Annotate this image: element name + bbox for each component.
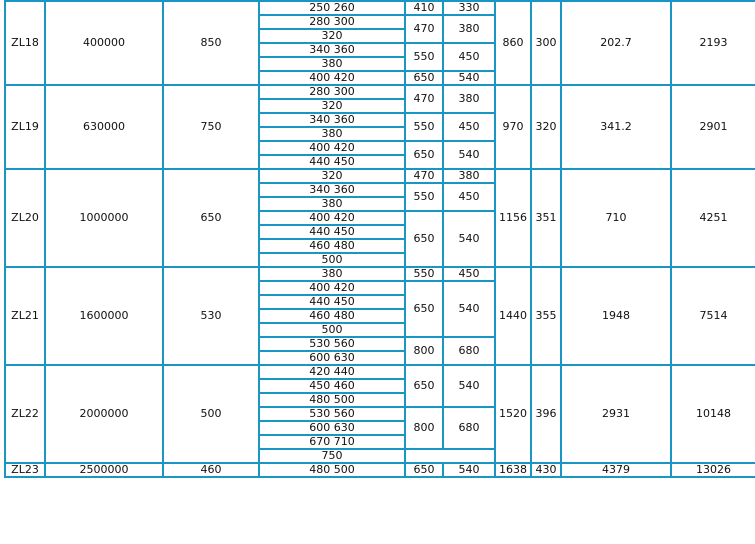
bore-diameter-cell: 320 bbox=[259, 169, 405, 183]
hub-length-l1-cell: 680 bbox=[443, 407, 495, 449]
hub-length-cell: 550 bbox=[405, 43, 443, 71]
bore-diameter-cell: 530 560 bbox=[259, 337, 405, 351]
hub-length-cell: 800 bbox=[405, 407, 443, 449]
bore-diameter-cell: 340 360 bbox=[259, 183, 405, 197]
model-cell: ZL18 bbox=[5, 1, 45, 85]
hub-length-l1-cell: 540 bbox=[443, 463, 495, 477]
max-speed-cell: 750 bbox=[163, 85, 259, 169]
bore-diameter-cell: 460 480 bbox=[259, 309, 405, 323]
outer-diameter-cell: 1440 bbox=[495, 267, 531, 365]
model-cell: ZL22 bbox=[5, 365, 45, 463]
max-speed-cell: 530 bbox=[163, 267, 259, 365]
outer-diameter-cell: 1156 bbox=[495, 169, 531, 267]
table-row bbox=[5, 169, 755, 183]
hub-length-l1-cell: 540 bbox=[443, 211, 495, 267]
hub-length-l1-cell: 540 bbox=[443, 365, 495, 407]
bore-diameter-cell: 480 500 bbox=[259, 463, 405, 477]
model-cell: ZL19 bbox=[5, 85, 45, 169]
bore-diameter-cell: 380 bbox=[259, 267, 405, 281]
bore-diameter-cell: 530 560 bbox=[259, 407, 405, 421]
bore-diameter-cell: 450 460 bbox=[259, 379, 405, 393]
bore-diameter-cell: 340 360 bbox=[259, 43, 405, 57]
model-cell: ZL20 bbox=[5, 169, 45, 267]
hub-length-l1-cell: 680 bbox=[443, 337, 495, 365]
weight-cell: 1948 bbox=[561, 267, 671, 365]
bore-diameter-cell: 460 480 bbox=[259, 239, 405, 253]
bore-diameter-cell: 750 bbox=[259, 449, 405, 463]
max-speed-cell: 650 bbox=[163, 169, 259, 267]
hub-diameter-cell: 320 bbox=[531, 85, 561, 169]
hub-length-cell: 650 bbox=[405, 71, 443, 85]
hub-length-cell: 650 bbox=[405, 141, 443, 169]
rated-torque-cell: 2000000 bbox=[45, 365, 163, 463]
bore-diameter-cell: 670 710 bbox=[259, 435, 405, 449]
bore-diameter-cell: 600 630 bbox=[259, 351, 405, 365]
bore-diameter-cell: 380 bbox=[259, 127, 405, 141]
bore-diameter-cell: 440 450 bbox=[259, 225, 405, 239]
bore-diameter-cell: 500 bbox=[259, 253, 405, 267]
weight-cell: 341.2 bbox=[561, 85, 671, 169]
bore-diameter-cell: 500 bbox=[259, 323, 405, 337]
bore-diameter-cell: 280 300 bbox=[259, 15, 405, 29]
hub-length-cell: 410 bbox=[405, 1, 443, 15]
bore-diameter-cell: 340 360 bbox=[259, 113, 405, 127]
inertia-cell: 10148 bbox=[671, 365, 755, 463]
bore-diameter-cell: 480 500 bbox=[259, 393, 405, 407]
hub-diameter-cell: 430 bbox=[531, 463, 561, 477]
bore-diameter-cell: 440 450 bbox=[259, 155, 405, 169]
bore-diameter-cell: 440 450 bbox=[259, 295, 405, 309]
bore-diameter-cell: 380 bbox=[259, 57, 405, 71]
table-row bbox=[5, 463, 755, 477]
inertia-cell: 4251 bbox=[671, 169, 755, 267]
table-row bbox=[5, 1, 755, 15]
outer-diameter-cell: 1520 bbox=[495, 365, 531, 463]
hub-diameter-cell: 396 bbox=[531, 365, 561, 463]
hub-diameter-cell: 355 bbox=[531, 267, 561, 365]
table-row bbox=[5, 267, 755, 281]
outer-diameter-cell: 970 bbox=[495, 85, 531, 169]
bore-diameter-cell: 280 300 bbox=[259, 85, 405, 99]
max-speed-cell: 460 bbox=[163, 463, 259, 477]
inertia-cell: 2901 bbox=[671, 85, 755, 169]
hub-length-cell: 650 bbox=[405, 365, 443, 407]
bore-diameter-cell: 250 260 bbox=[259, 1, 405, 15]
bore-diameter-cell: 380 bbox=[259, 197, 405, 211]
model-cell: ZL23 bbox=[5, 463, 45, 477]
max-speed-cell: 850 bbox=[163, 1, 259, 85]
weight-cell: 4379 bbox=[561, 463, 671, 477]
table-row bbox=[5, 85, 755, 99]
hub-length-l1-cell: 330 bbox=[443, 1, 495, 15]
inertia-cell: 13026 bbox=[671, 463, 755, 477]
hub-length-l1-cell: 540 bbox=[443, 71, 495, 85]
hub-length-l1-cell: 380 bbox=[443, 169, 495, 183]
hub-length-cell: 800 bbox=[405, 337, 443, 365]
hub-length-l1-cell: 540 bbox=[443, 281, 495, 337]
inertia-cell: 2193 bbox=[671, 1, 755, 85]
bore-diameter-cell: 400 420 bbox=[259, 211, 405, 225]
hub-length-cell: 550 bbox=[405, 183, 443, 211]
hub-length-l1-cell: 450 bbox=[443, 43, 495, 71]
hub-length-cell: 550 bbox=[405, 113, 443, 141]
coupling-spec-table bbox=[4, 0, 755, 478]
hub-length-cell: 550 bbox=[405, 267, 443, 281]
hub-length-l1-cell: 380 bbox=[443, 15, 495, 43]
hub-length-cell: 470 bbox=[405, 15, 443, 43]
rated-torque-cell: 630000 bbox=[45, 85, 163, 169]
max-speed-cell: 500 bbox=[163, 365, 259, 463]
outer-diameter-cell: 860 bbox=[495, 1, 531, 85]
outer-diameter-cell: 1638 bbox=[495, 463, 531, 477]
hub-length-cell: 470 bbox=[405, 85, 443, 113]
bore-diameter-cell: 400 420 bbox=[259, 141, 405, 155]
hub-length-l1-cell: 450 bbox=[443, 183, 495, 211]
spec-table-body bbox=[5, 1, 755, 477]
rated-torque-cell: 2500000 bbox=[45, 463, 163, 477]
bore-diameter-cell: 320 bbox=[259, 99, 405, 113]
hub-length-l1-cell: 450 bbox=[443, 267, 495, 281]
rated-torque-cell: 1600000 bbox=[45, 267, 163, 365]
bore-diameter-cell: 400 420 bbox=[259, 281, 405, 295]
hub-length-l1-cell: 380 bbox=[443, 85, 495, 113]
rated-torque-cell: 400000 bbox=[45, 1, 163, 85]
hub-length-cell: 650 bbox=[405, 281, 443, 337]
hub-length-cell: 470 bbox=[405, 169, 443, 183]
rated-torque-cell: 1000000 bbox=[45, 169, 163, 267]
bore-diameter-cell: 420 440 bbox=[259, 365, 405, 379]
hub-length-cell: 650 bbox=[405, 211, 443, 267]
hub-length-l1-cell: 450 bbox=[443, 113, 495, 141]
hub-length-l1-cell: 540 bbox=[443, 141, 495, 169]
hub-length-cell: 650 bbox=[405, 463, 443, 477]
bore-diameter-cell: 600 630 bbox=[259, 421, 405, 435]
hub-diameter-cell: 300 bbox=[531, 1, 561, 85]
bore-diameter-cell: 320 bbox=[259, 29, 405, 43]
table-row bbox=[5, 365, 755, 379]
inertia-cell: 7514 bbox=[671, 267, 755, 365]
weight-cell: 710 bbox=[561, 169, 671, 267]
weight-cell: 202.7 bbox=[561, 1, 671, 85]
weight-cell: 2931 bbox=[561, 365, 671, 463]
hub-diameter-cell: 351 bbox=[531, 169, 561, 267]
model-cell: ZL21 bbox=[5, 267, 45, 365]
bore-diameter-cell: 400 420 bbox=[259, 71, 405, 85]
